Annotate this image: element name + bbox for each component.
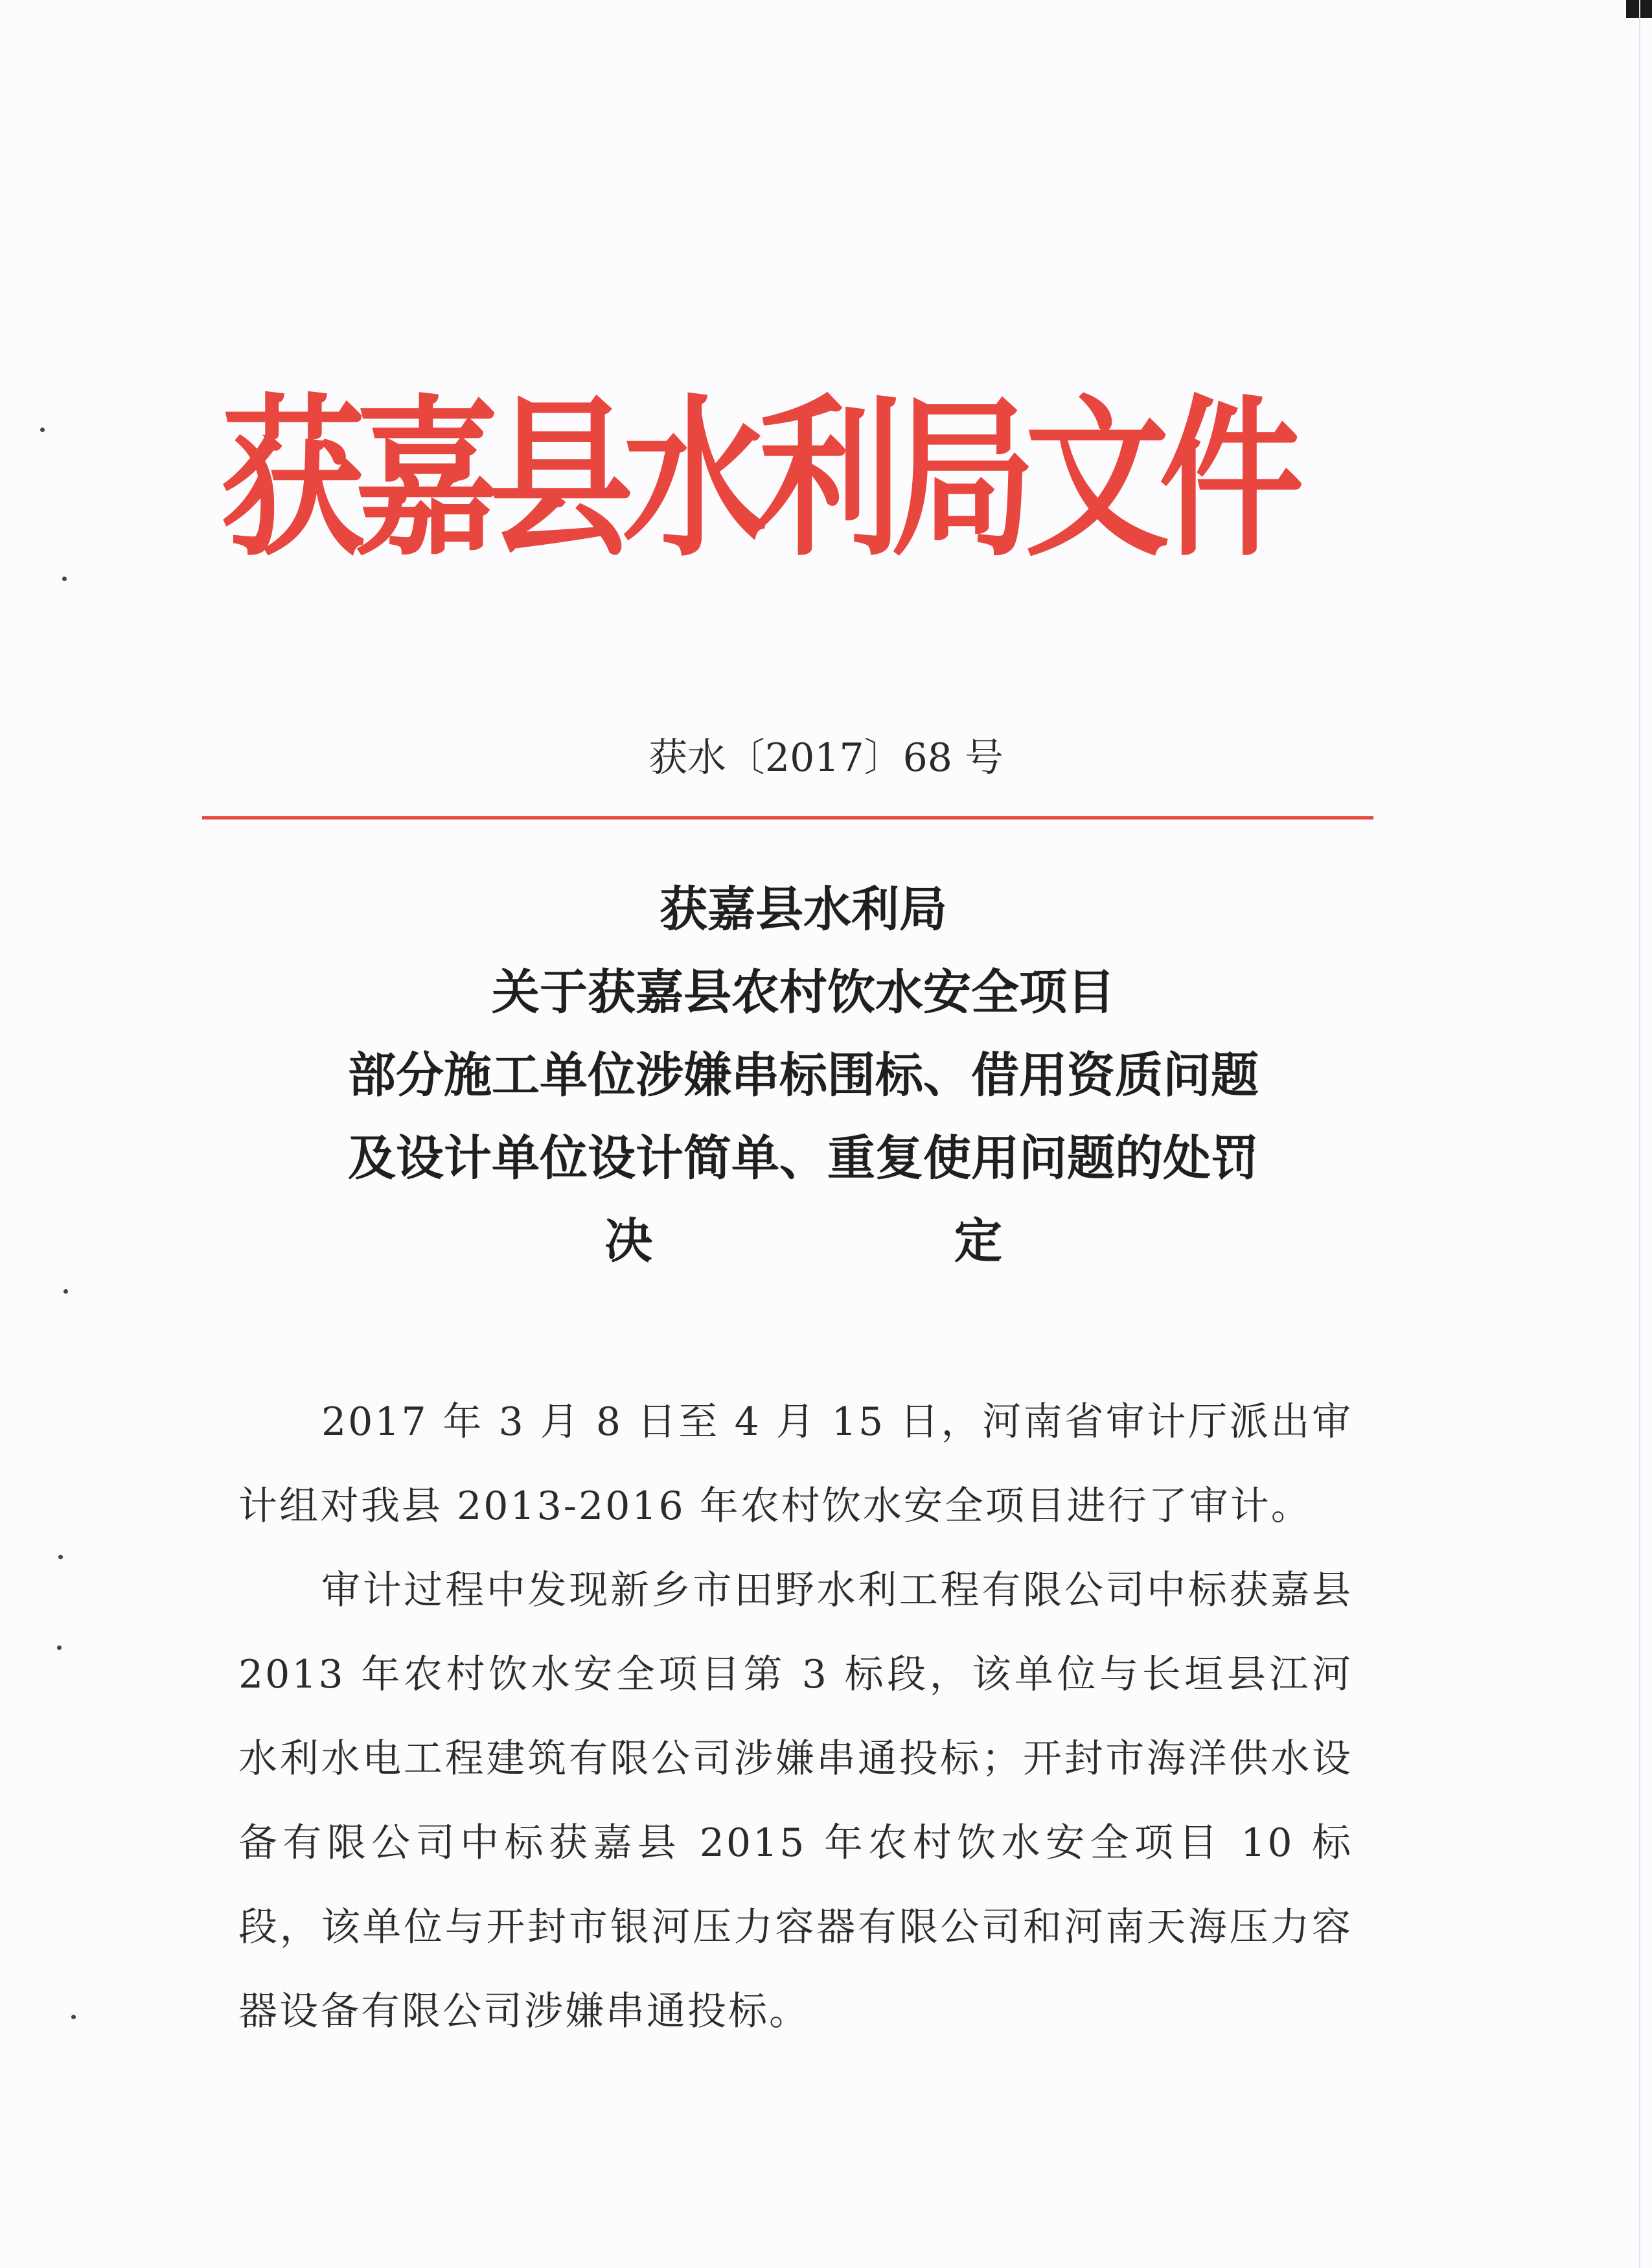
- letterhead-title: 获嘉县水利局文件: [220, 378, 1293, 580]
- title-line-construction-issue: 部分施工单位涉嫌串标围标、借用资质问题: [348, 1048, 1259, 1103]
- binding-hole-mark: [58, 1555, 63, 1559]
- document-body: [238, 1380, 1353, 2054]
- red-divider-line: [202, 816, 1373, 819]
- binding-hole-mark: [71, 2015, 76, 2019]
- title-line-issuer: 获嘉县水利局: [660, 882, 947, 937]
- scan-edge-line: [1639, 0, 1640, 2268]
- body-paragraph-audit: 2017 年 3 月 8 日至 4 月 15 日，河南省审计厅派出审计组对我县 2013-2016 年农村饮水安全项目进行了审计。: [238, 1399, 1353, 1529]
- document-number: 获水〔2017〕68 号: [648, 735, 1004, 781]
- title-line-subject: 关于获嘉县农村饮水安全项目: [492, 965, 1115, 1020]
- title-line-decision: 决 定: [604, 1213, 1145, 1269]
- body-paragraph-findings: 审计过程中发现新乡市田野水利工程有限公司中标获嘉县 2013 年农村饮水安全项目第 3 标段，该单位与长垣县江河水利水电工程建筑有限公司涉嫌串通投标；开封市海洋供水设备有限公司中标获嘉县 2015 年农村饮水安全项目 10 标段，该单位与开封市银河压力容器有限公司和河南天海压力容器设备有限公司涉嫌串通投标。: [238, 1568, 1353, 2034]
- binding-hole-mark: [63, 1289, 68, 1294]
- title-line-design-issue: 及设计单位设计简单、重复使用问题的处罚: [348, 1130, 1259, 1186]
- binding-hole-mark: [62, 577, 67, 581]
- binding-hole-mark: [57, 1645, 62, 1650]
- document-title: [220, 868, 1386, 1283]
- binding-hole-mark: [40, 428, 45, 432]
